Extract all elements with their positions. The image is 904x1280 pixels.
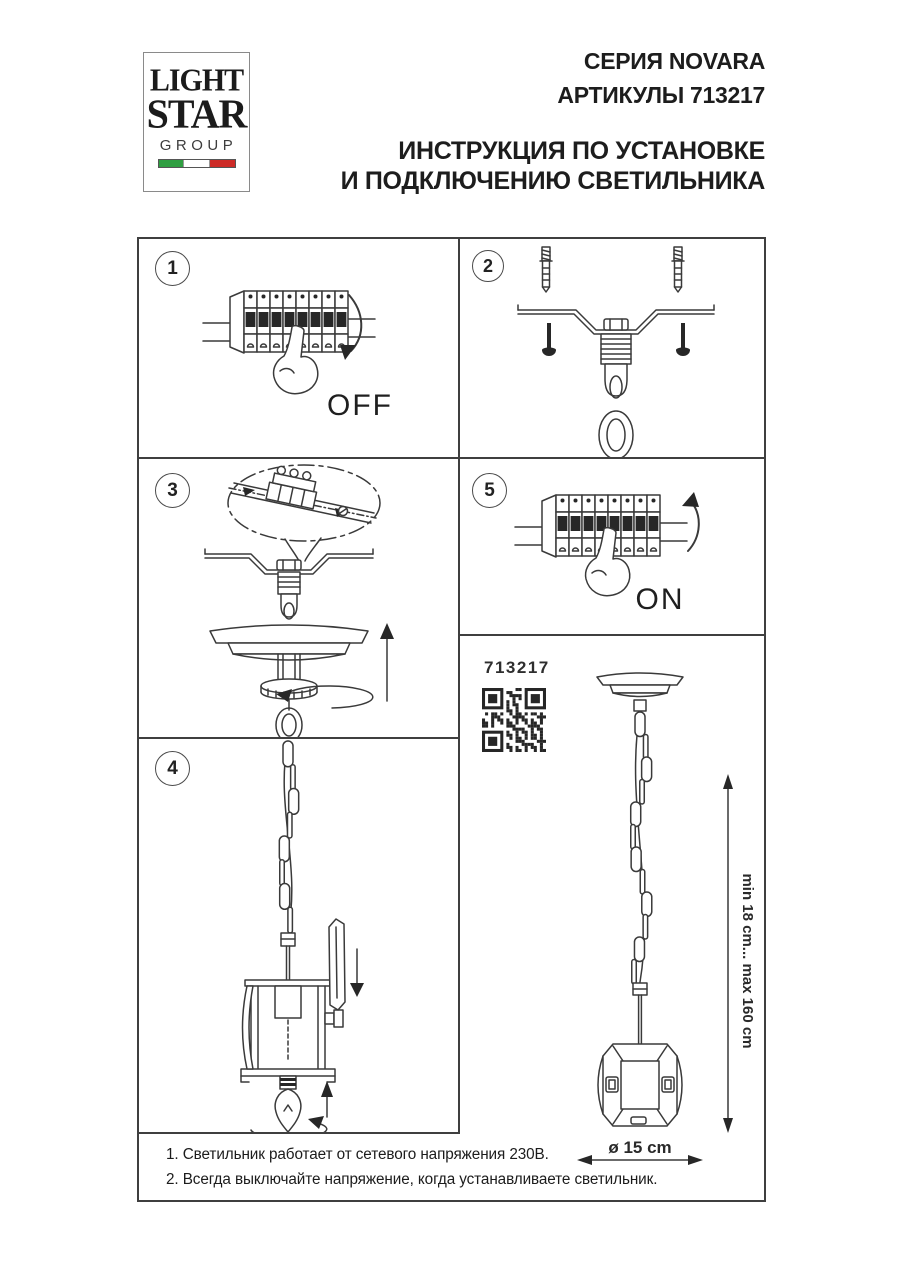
footnotes-panel — [139, 1134, 762, 1200]
qr-code — [482, 688, 546, 752]
lamp-frame — [241, 980, 343, 1082]
candle-bulb — [275, 1076, 301, 1132]
wall-plug-icon — [540, 247, 552, 292]
instruction-title — [341, 136, 765, 196]
step-2-illustration — [460, 239, 764, 457]
suspension-chain — [279, 741, 298, 933]
mounting-screw-icon — [542, 323, 556, 356]
step-2-panel — [460, 239, 764, 457]
product-panel — [460, 636, 764, 1200]
thumbscrew — [325, 1013, 334, 1024]
step-4-illustration — [139, 739, 458, 1132]
product-article-number: 713217 — [484, 658, 550, 677]
footnotes — [166, 1142, 657, 1192]
rotate-arrow-icon — [285, 686, 373, 708]
footnote-1: 1. Светильник работает от сетевого напряжения 230В. — [166, 1146, 549, 1163]
suspension-chain — [631, 712, 652, 984]
ceiling-canopy — [597, 673, 683, 711]
step-5-panel — [460, 459, 764, 634]
series-title: СЕРИЯ NOVARA — [583, 48, 765, 74]
step-4-panel — [139, 739, 458, 1132]
step-1-number: 1 — [155, 251, 190, 286]
document-header — [341, 44, 765, 196]
glass-diffuser — [329, 919, 345, 1010]
footnote-2: 2. Всегда выключайте напряжение, когда устанавливаете светильник. — [166, 1171, 658, 1188]
step-3-number: 3 — [155, 473, 190, 508]
chain-link — [276, 708, 302, 737]
on-label: ON — [635, 583, 685, 616]
height-range-label: min 18 cm... max 160 cm — [739, 873, 756, 1049]
article-number-line: АРТИКУЛЫ 713217 — [557, 82, 765, 108]
logo-word-light: LIGHT — [149, 63, 244, 98]
step-2-number: 2 — [472, 250, 504, 282]
ceiling-canopy — [210, 625, 368, 660]
off-label: OFF — [327, 389, 393, 422]
lightstar-logo — [143, 52, 250, 192]
mounting-screw-icon — [676, 323, 690, 356]
step-5-number: 5 — [472, 473, 507, 508]
diagram-grid — [137, 237, 766, 1202]
chain-link — [599, 411, 633, 457]
wall-plug-icon — [672, 247, 684, 292]
logo-word-group: GROUP — [159, 137, 238, 154]
threaded-nipple — [277, 560, 301, 619]
step-4-number: 4 — [155, 751, 190, 786]
italy-flag-icon — [158, 159, 236, 168]
instruction-title-line1: ИНСТРУКЦИЯ ПО УСТАНОВКЕ — [398, 137, 765, 165]
diameter-label: ø 15 cm — [608, 1138, 672, 1157]
instruction-title-line2: И ПОДКЛЮЧЕНИЮ СВЕТИЛЬНИКА — [340, 167, 765, 195]
rotate-up-arrow-icon — [688, 500, 699, 551]
step-3-illustration — [139, 459, 458, 737]
step-1-panel — [139, 239, 458, 457]
height-dimension — [723, 774, 756, 1133]
wiring-callout-balloon — [228, 465, 380, 561]
threaded-nipple — [601, 319, 631, 398]
step-3-panel — [139, 459, 458, 737]
crystal-shade — [598, 1044, 682, 1126]
logo-word-star: STAR — [146, 90, 247, 137]
rotate-down-arrow-icon — [349, 295, 361, 351]
